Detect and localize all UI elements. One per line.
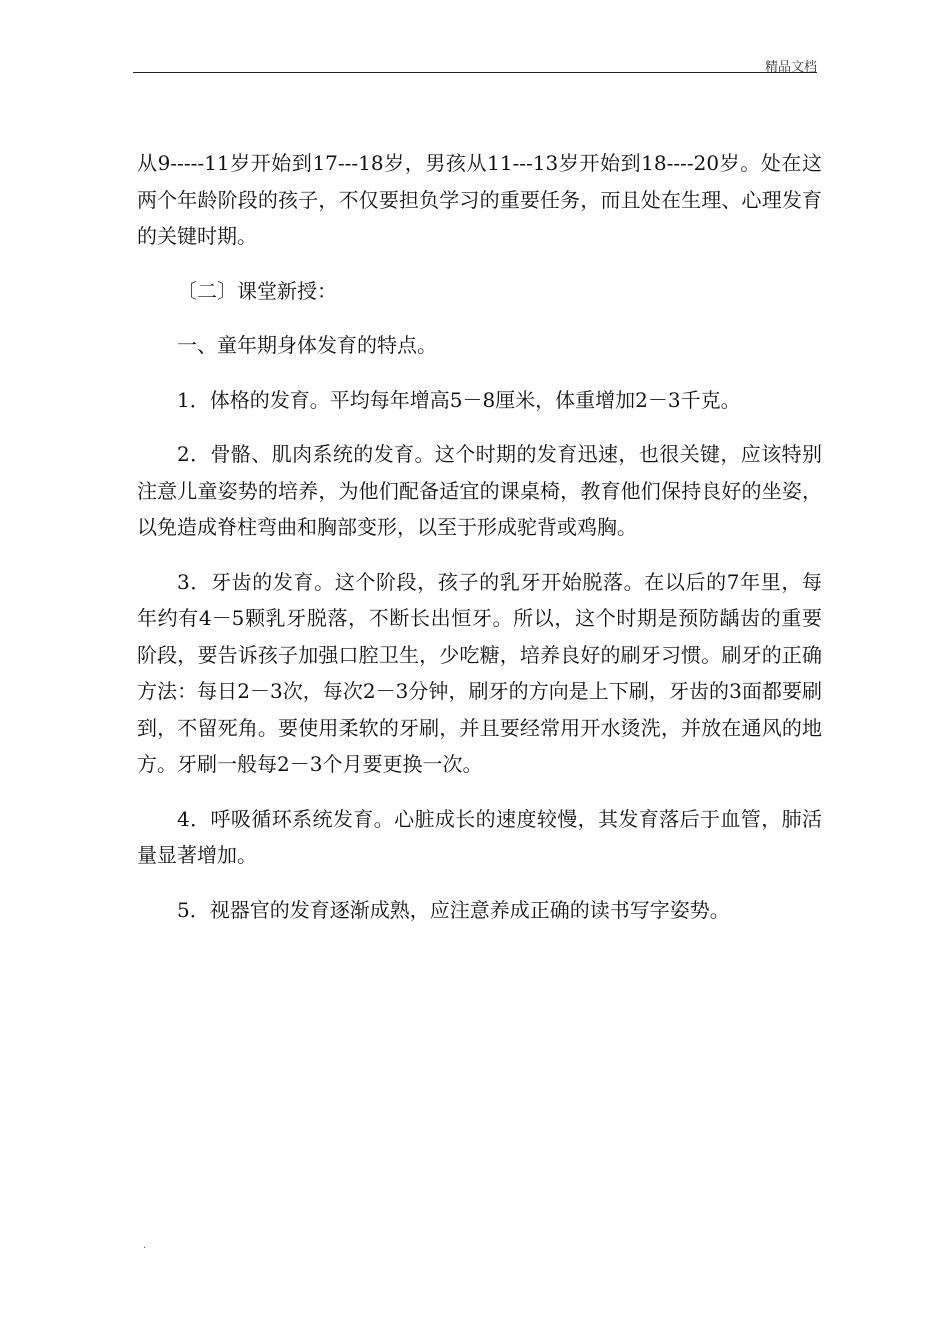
- paragraph-item-2-skeleton: 2．骨骼、肌肉系统的发育。这个时期的发育迅速，也很关键，应该特别注意儿童姿势的培养，为他们配备适宜的课桌椅，教育他们保持良好的坐姿，以免造成脊柱弯曲和胸部变形，以至于形成驼背或鸡胸。: [137, 442, 822, 539]
- paragraph-item-1-physique: 1．体格的发育。平均每年增高5－8厘米，体重增加2－3千克。: [177, 387, 741, 412]
- subheading-childhood-development: 一、童年期身体发育的特点。: [177, 333, 437, 357]
- section-heading-new-lesson: 〔二〕课堂新授：: [177, 278, 337, 303]
- document-body: [137, 145, 822, 946]
- header-divider: [133, 72, 817, 73]
- header-label: 精品文档: [764, 60, 817, 75]
- footer-mark: .: [143, 1240, 147, 1251]
- paragraph-item-5-vision: 5．视器官的发育逐渐成熟，应注意养成正确的读书写字姿势。: [177, 897, 730, 922]
- paragraph-item-4-respiratory: 4．呼吸循环系统发育。心脏成长的速度较慢，其发育落后于血管，肺活量显著增加。: [137, 806, 822, 867]
- paragraph-item-3-teeth: 3．牙齿的发育。这个阶段，孩子的乳牙开始脱落。在以后的7年里，每年约有4－5颗乳牙脱落，不断长出恒牙。所以，这个时期是预防龋齿的重要阶段，要告诉孩子加强口腔卫生，少吃糖，培养良好的刷牙习惯。刷牙的正确方法：每日2－3次，每次2－3分钟，刷牙的方向是上下刷，牙齿的3面都要刷到，不留死角。要使用柔软的牙刷，并且要经常用开水烫洗，并放在通风的地方。牙刷一般每2－3个月要更换一次。: [137, 569, 822, 776]
- paragraph-age-range: 从9-----11岁开始到17---18岁，男孩从11---13岁开始到18----20岁。处在这两个年龄阶段的孩子，不仅要担负学习的重要任务，而且处在生理、心理发育的关键时期。: [137, 151, 822, 248]
